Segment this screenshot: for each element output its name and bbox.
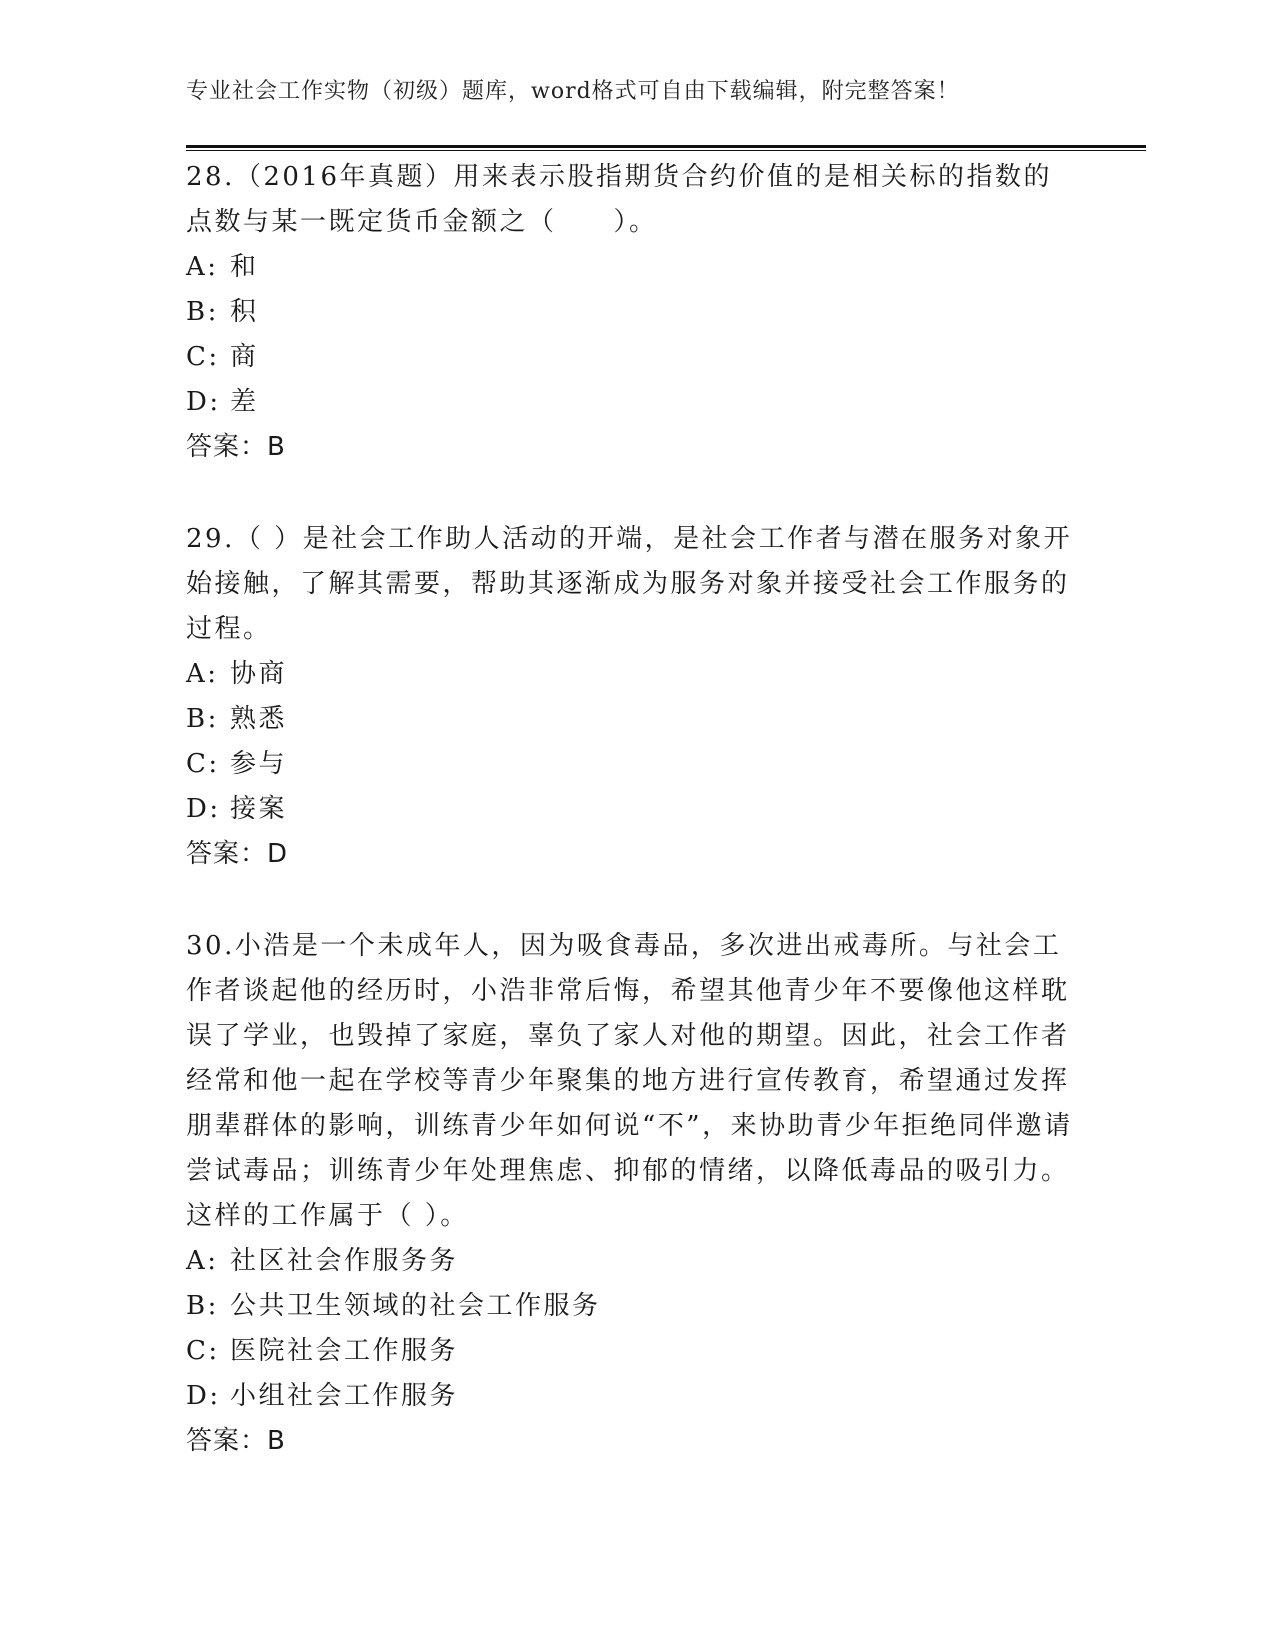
option-letter: C: (186, 1336, 220, 1366)
option-letter: B: (186, 1291, 219, 1321)
option-letter: D: (186, 794, 221, 824)
answer-line (186, 425, 1076, 470)
answer-label: 答案： (186, 1426, 268, 1456)
answer-label: 答案： (186, 839, 268, 869)
answer-value: D (267, 839, 289, 869)
answer-value: B (267, 432, 286, 462)
header-rule-thick (186, 145, 1146, 148)
option-letter: D: (186, 1381, 221, 1411)
page-header: 专业社会工作实物（初级）题库，word格式可自由下载编辑，附完整答案！ (186, 79, 960, 104)
question-list (186, 155, 1076, 1511)
option-c (186, 335, 1076, 380)
header-rule-thin (186, 150, 1146, 151)
question-stem: 30.小浩是一个未成年人，因为吸食毒品，多次进出戒毒所。与社会工作者谈起他的经历时，小浩非常后悔，希望其他青少年不要像他这样耽误了学业，也毁掉了家庭，辜负了家人对他的期望。因此，社会工作者经常和他一起在学校等青少年聚集的地方进行宣传教育，希望通过发挥朋辈群体的影响，训练青少年如何说“不”，来协助青少年拒绝同伴邀请尝试毒品；训练青少年处理焦虑、抑郁的情绪，以降低毒品的吸引力。这样的工作属于（ ）。 (186, 931, 1073, 1231)
option-b (186, 697, 1076, 742)
option-d (186, 380, 1076, 425)
option-b (186, 290, 1076, 335)
option-letter: B: (186, 297, 219, 327)
option-a (186, 1239, 1076, 1284)
option-c (186, 742, 1076, 787)
question-29 (186, 517, 1076, 877)
option-text: 公共卫生领域的社会工作服务 (230, 1291, 601, 1321)
option-d (186, 787, 1076, 832)
option-text: 参与 (230, 749, 288, 779)
option-text: 和 (230, 252, 259, 282)
option-text: 熟悉 (230, 704, 288, 734)
option-text: 差 (230, 387, 259, 417)
option-d (186, 1374, 1076, 1419)
option-b (186, 1284, 1076, 1329)
question-stem: 29.（ ）是社会工作助人活动的开端，是社会工作者与潜在服务对象开始接触，了解其需要，帮助其逐渐成为服务对象并接受社会工作服务的过程。 (186, 524, 1073, 644)
option-text: 小组社会工作服务 (230, 1381, 459, 1411)
option-a (186, 245, 1076, 290)
option-letter: A: (186, 252, 219, 282)
question-stem: 28.（2016年真题）用来表示股指期货合约价值的是相关标的指数的点数与某一既定货币金额之（ ）。 (186, 162, 1053, 237)
option-letter: C: (186, 749, 220, 779)
option-text: 商 (230, 342, 259, 372)
option-text: 协商 (230, 659, 288, 689)
option-letter: D: (186, 387, 221, 417)
answer-label: 答案： (186, 432, 268, 462)
option-c (186, 1329, 1076, 1374)
answer-line (186, 832, 1076, 877)
option-text: 积 (230, 297, 259, 327)
option-a (186, 652, 1076, 697)
answer-value: B (267, 1426, 286, 1456)
question-28 (186, 155, 1076, 470)
option-letter: A: (186, 659, 219, 689)
answer-line (186, 1419, 1076, 1464)
option-text: 社区社会作服务务 (230, 1246, 459, 1276)
option-letter: A: (186, 1246, 219, 1276)
option-text: 接案 (230, 794, 288, 824)
option-letter: B: (186, 704, 219, 734)
option-text: 医院社会工作服务 (230, 1336, 459, 1366)
question-30 (186, 924, 1076, 1464)
option-letter: C: (186, 342, 220, 372)
